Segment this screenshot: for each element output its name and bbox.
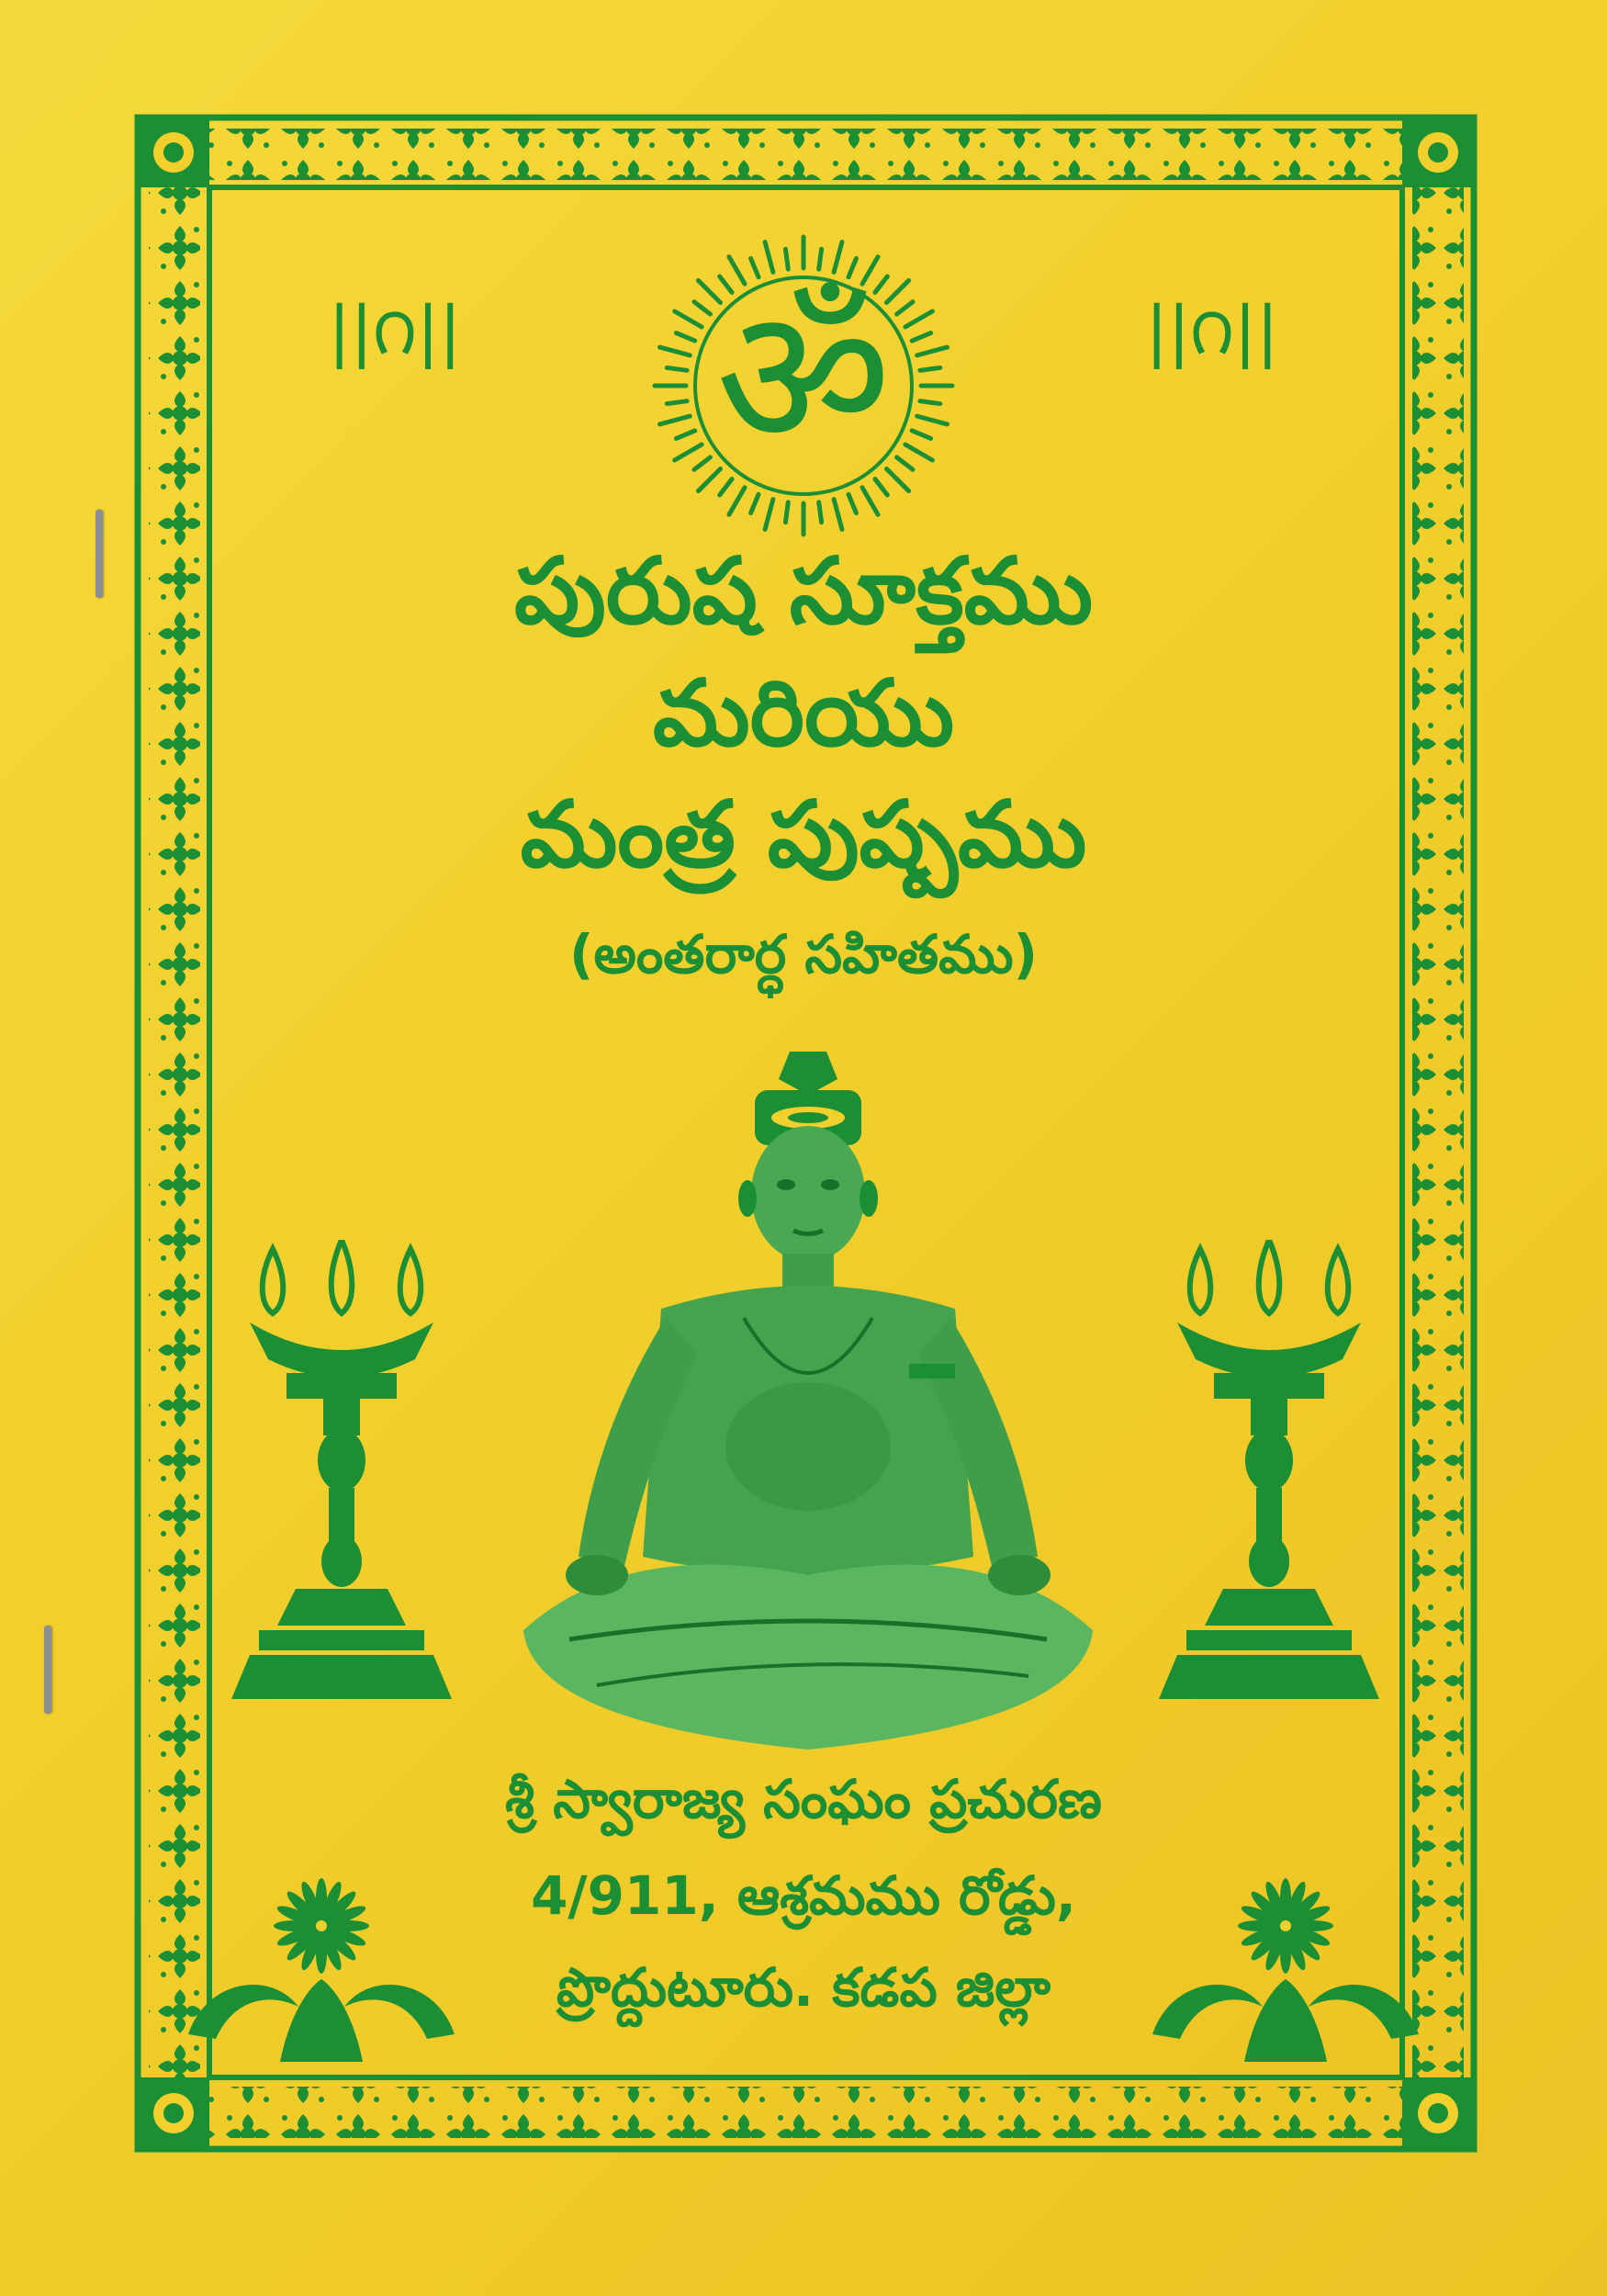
flower-ornament-icon-left bbox=[188, 1878, 455, 2062]
subtitle: (అంతరార్ధ సహితము) bbox=[568, 923, 1039, 985]
oil-lamp-icon-right bbox=[1159, 1240, 1379, 1717]
title-line-2: మరియు bbox=[652, 659, 955, 767]
meditating-guru-image bbox=[514, 1042, 1102, 1759]
title-line-3: మంత్ర పుష్పము bbox=[520, 781, 1087, 888]
oil-lamp-icon-left bbox=[231, 1240, 452, 1717]
corner-mark-right: ||౧|| bbox=[1145, 292, 1279, 369]
title-line-1: పురుష సూక్తము bbox=[513, 537, 1094, 645]
corner-mark-left: ||౧|| bbox=[328, 292, 462, 369]
om-symbol: ॐ bbox=[715, 265, 892, 490]
flower-ornament-icon-right bbox=[1152, 1878, 1419, 2062]
address-line-1: 4/911, ఆశ్రమము రోడ్డు, bbox=[531, 1864, 1076, 1927]
address-line-2: ప్రొద్దుటూరు. కడప జిల్లా bbox=[556, 1956, 1051, 2019]
publisher-name: శ్రీ స్వారాజ్య సంఘం ప్రచురణ bbox=[505, 1768, 1102, 1830]
